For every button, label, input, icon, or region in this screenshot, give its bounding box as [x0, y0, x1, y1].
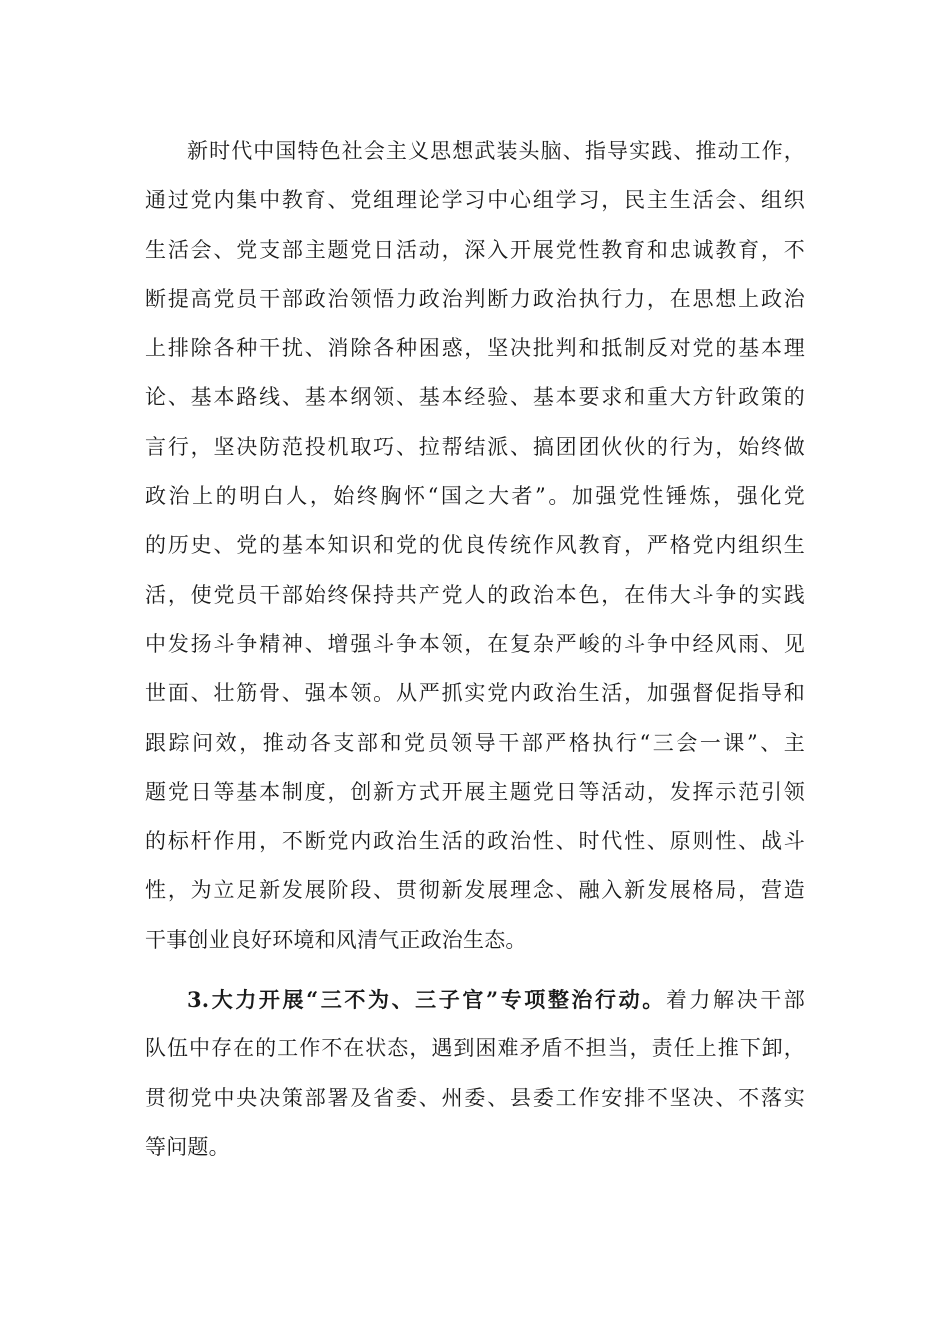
text-line: 的历史、党的基本知识和党的优良传统作风教育，严格党内组织生: [145, 533, 805, 558]
text-line: 等问题。: [145, 1134, 230, 1159]
text-line: 言行，坚决防范投机取巧、拉帮结派、搞团团伙伙的行为，始终做: [145, 434, 805, 459]
text-line: [145, 975, 805, 1024]
text-line: 性，为立足新发展阶段、贯彻新发展理念、融入新发展格局，营造: [145, 878, 805, 903]
text-line: 跟踪问效，推动各支部和党员领导干部严格执行“三会一课”、主: [145, 730, 805, 755]
text-line: 干事创业良好环境和风清气正政治生态。: [145, 927, 527, 952]
text-line: 断提高党员干部政治领悟力政治判断力政治执行力，在思想上政治: [145, 286, 805, 311]
text-line: 题党日等基本制度，创新方式开展主题党日等活动，发挥示范引领: [145, 779, 805, 804]
text-line: 政治上的明白人，始终胸怀“国之大者”。加强党性锤炼，强化党: [145, 484, 805, 509]
text-line: 通过党内集中教育、党组理论学习中心组学习，民主生活会、组织: [145, 188, 805, 213]
text-line: 世面、壮筋骨、强本领。从严抓实党内政治生活，加强督促指导和: [145, 681, 805, 706]
text-line: 队伍中存在的工作不在状态，遇到困难矛盾不担当，责任上推下卸，: [145, 1036, 805, 1061]
paragraph-special-rectification: [145, 975, 805, 1172]
heading-line-continuation: 着力解决干部: [665, 988, 805, 1012]
text-line: 新时代中国特色社会主义思想武装头脑、指导实践、推动工作，: [187, 139, 805, 163]
paragraph-party-building: [145, 127, 805, 965]
text-line: 贯彻党中央决策部署及省委、州委、县委工作安排不坚决、不落实: [145, 1085, 805, 1110]
text-line: 中发扬斗争精神、增强斗争本领，在复杂严峻的斗争中经风雨、见: [145, 631, 805, 656]
text-line: 上排除各种干扰、消除各种困惑，坚决批判和抵制反对党的基本理: [145, 336, 805, 361]
text-line: 生活会、党支部主题党日活动，深入开展党性教育和忠诚教育，不: [145, 237, 805, 262]
section-heading: 3.大力开展“三不为、三子官”专项整治行动。: [187, 987, 666, 1012]
text-line: 活，使党员干部始终保持共产党人的政治本色，在伟大斗争的实践: [145, 582, 805, 607]
text-line: 论、基本路线、基本纲领、基本经验、基本要求和重大方针政策的: [145, 385, 805, 410]
text-line: 的标杆作用，不断党内政治生活的政治性、时代性、原则性、战斗: [145, 829, 805, 854]
